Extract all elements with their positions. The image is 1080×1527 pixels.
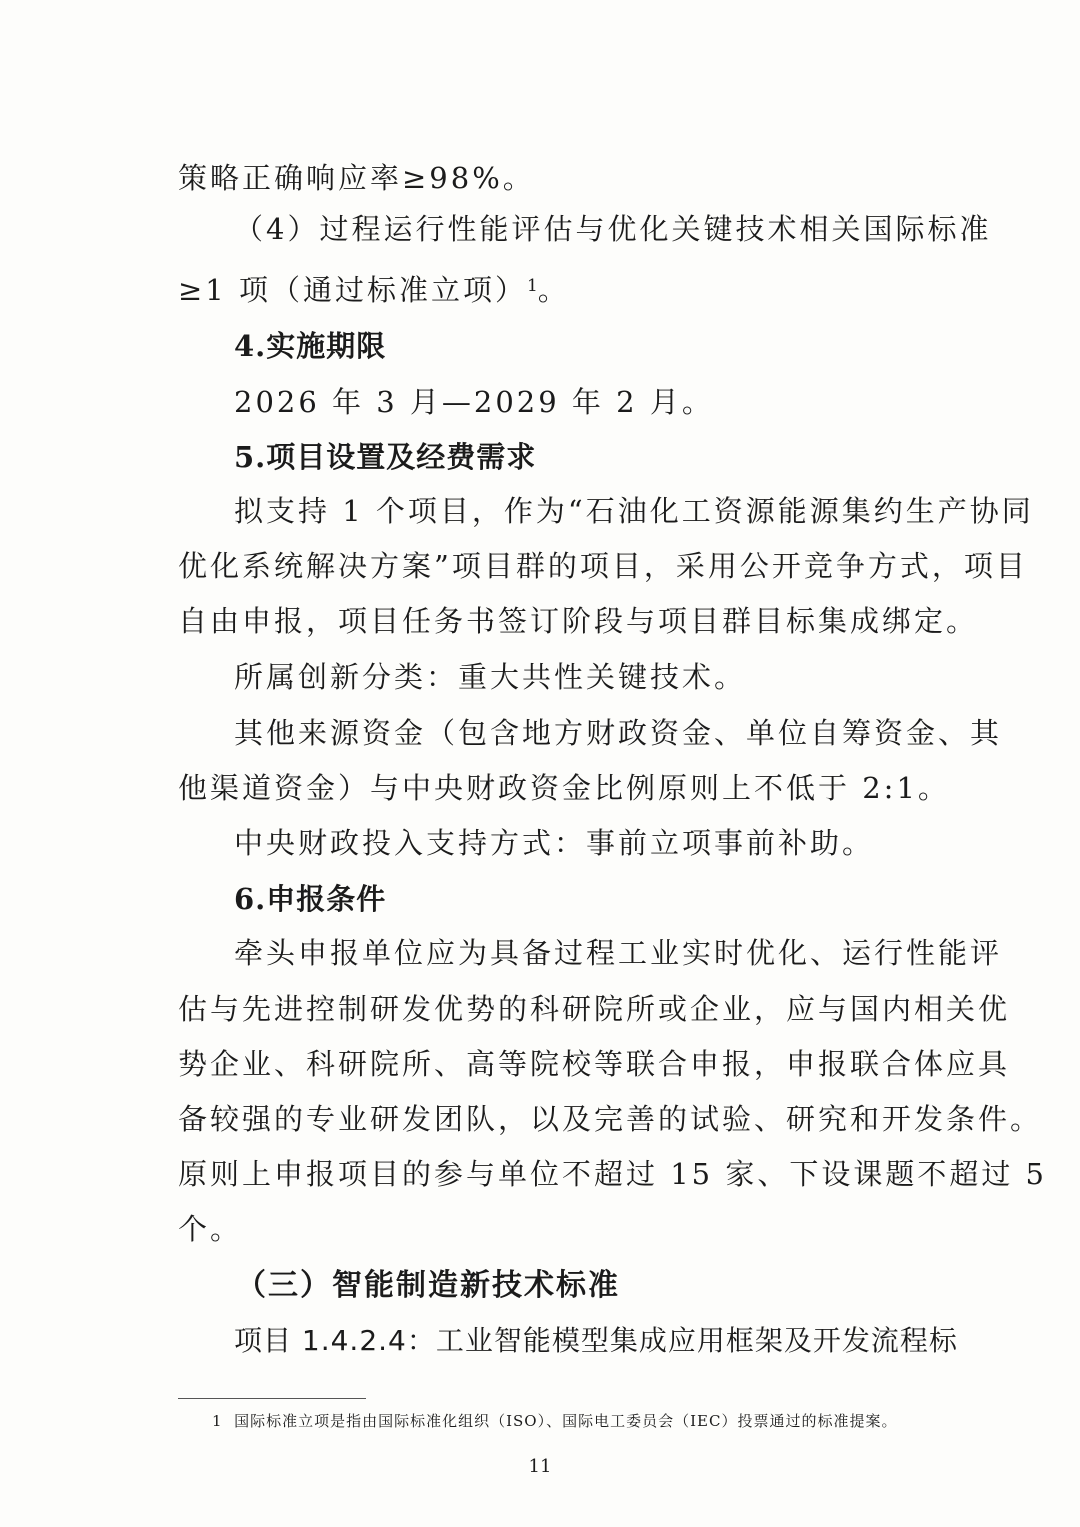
paragraph-line	[178, 548, 1028, 584]
section-heading-3	[236, 1268, 620, 1304]
paragraph-line	[178, 272, 570, 308]
text-segment: 中央财政投入支持方式：事前立项事前补助。	[234, 826, 875, 860]
paragraph-line	[234, 493, 1034, 529]
text-segment: 所属创新分类：重大共性关键技术。	[234, 660, 747, 694]
text-segment: 。	[537, 273, 570, 307]
text-segment: 优化系统解决方案”项目群的项目，采用公开竞争方式，项目	[178, 549, 1028, 583]
text-segment: 他渠道资金）与中央财政资金比例原则上不低于 2:1。	[178, 771, 950, 805]
section-heading-4	[234, 328, 386, 364]
footnote-text: 国际标准立项是指由国际标准化组织（ISO）、国际电工委员会（IEC）投票通过的标准提案。	[234, 1412, 898, 1430]
heading-text: 4.实施期限	[234, 329, 387, 363]
paragraph-line	[178, 1046, 1010, 1082]
section-heading-6	[234, 881, 386, 917]
paragraph-line	[178, 770, 950, 806]
section-heading-5	[234, 439, 536, 475]
text-segment: 势企业、科研院所、高等院校等联合申报，申报联合体应具	[178, 1047, 1011, 1081]
text-segment: 个。	[178, 1212, 243, 1246]
paragraph-line	[234, 715, 1002, 751]
footnote-number: 1	[212, 1412, 223, 1430]
paragraph-line	[234, 659, 746, 695]
text-segment: 拟支持 1 个项目，作为“石油化工资源能源集约生产协同	[234, 494, 1034, 528]
paragraph-line	[178, 991, 1010, 1027]
text-segment: 备较强的专业研发团队，以及完善的试验、研究和开发条件。	[178, 1102, 1043, 1136]
text-segment: （4）过程运行性能评估与优化关键技术相关国际标准	[234, 212, 992, 246]
heading-text: 项目 1.4.2.4：工业智能模型集成应用框架及开发流程标	[234, 1324, 958, 1357]
paragraph-line	[234, 825, 874, 861]
text-segment: 其他来源资金（包含地方财政资金、单位自筹资金、其	[234, 716, 1003, 750]
paragraph-line	[178, 1211, 242, 1247]
paragraph-line	[178, 1156, 1047, 1192]
text-segment: 估与先进控制研发优势的科研院所或企业，应与国内相关优	[178, 992, 1011, 1026]
text-segment: 原则上申报项目的参与单位不超过 15 家、下设课题不超过 5	[178, 1157, 1048, 1191]
project-heading	[234, 1323, 958, 1359]
footnote-reference[interactable]: 1	[526, 276, 538, 296]
heading-text: 5.项目设置及经费需求	[234, 440, 537, 474]
paragraph-line	[234, 384, 714, 420]
heading-text: （三）智能制造新技术标准	[236, 1268, 620, 1303]
text-segment: 2026 年 3 月—2029 年 2 月。	[234, 385, 714, 419]
text-segment: 自由申报，项目任务书签订阶段与项目群目标集成绑定。	[178, 604, 979, 638]
paragraph-line	[178, 603, 978, 639]
text-segment: 策略正确响应率≥98%。	[178, 161, 535, 195]
paragraph-line	[234, 211, 991, 247]
text-segment: ≥1 项（通过标准立项）	[178, 273, 527, 307]
text-segment: 牵头申报单位应为具备过程工业实时优化、运行性能评	[234, 936, 1003, 970]
footnote	[212, 1410, 897, 1432]
paragraph-line	[178, 160, 535, 196]
page-number: 11	[528, 1456, 552, 1477]
footnote-divider	[178, 1398, 366, 1399]
paragraph-line	[234, 935, 1002, 971]
heading-text: 6.申报条件	[234, 882, 387, 916]
paragraph-line	[178, 1101, 1042, 1137]
